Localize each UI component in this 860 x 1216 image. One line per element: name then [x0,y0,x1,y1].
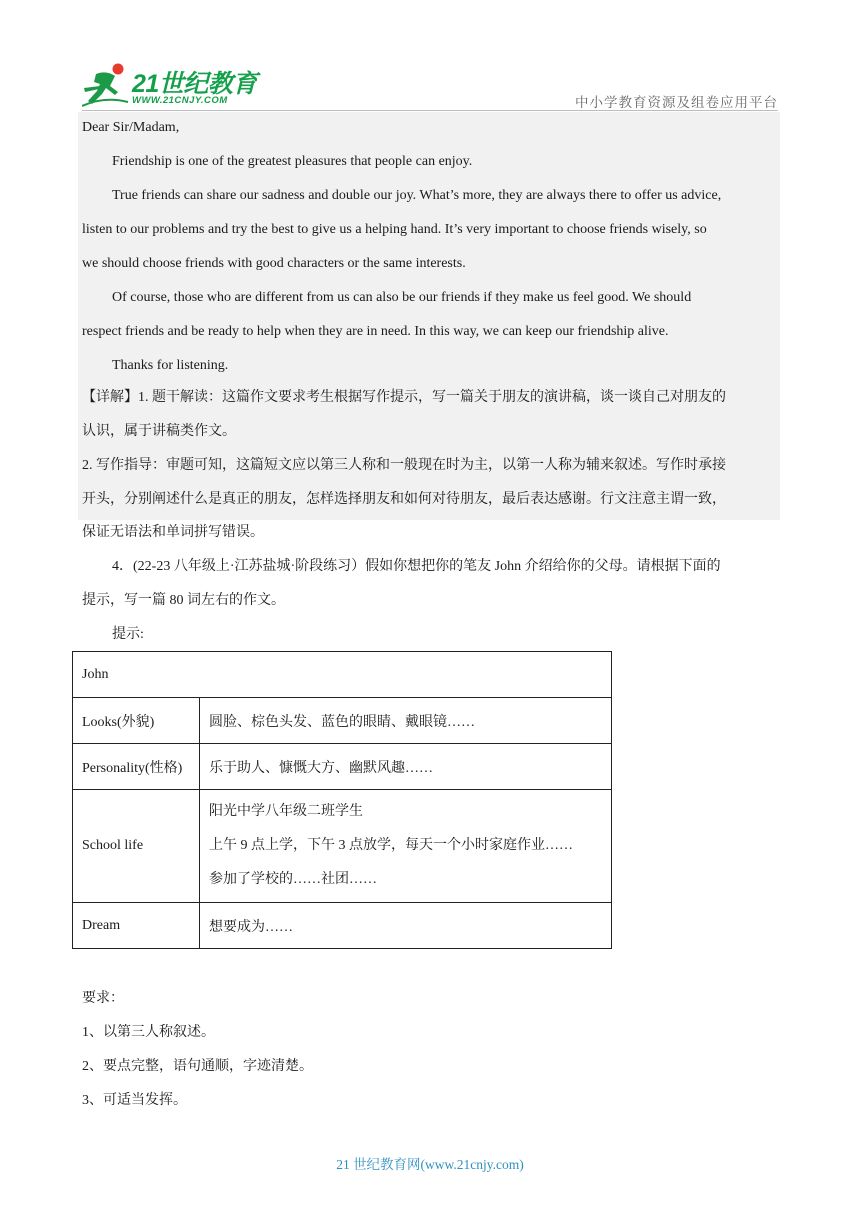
letter-paragraph-3-line-2: respect friends and be ready to help when they are in need. In this way, we can keep our friendship alive. [82,324,669,339]
letter-closing: Thanks for listening. [112,358,229,373]
logo [82,62,262,112]
table-value-cell: 乐于助人、慷慨大方、幽默风趣…… [200,744,612,790]
table-row [73,744,612,790]
info-table [72,651,612,949]
runner-logo-icon [82,62,130,108]
table-row [73,903,612,949]
analysis-line-4: 开头，分别阐述什么是真正的朋友，怎样选择朋友和如何对待朋友，最后表达感谢。行文注意主谓一致， [82,492,726,507]
table-label-cell: Dream [73,903,200,949]
table-value-line: 阳光中学八年级二班学生 [209,804,363,819]
analysis-line-3: 2. 写作指导：审题可知，这篇短文应以第三人称和一般现在时为主，以第一人称为辅来叙述。写作时承接 [82,458,726,473]
letter-paragraph-3-line-1: Of course, those who are different from us can also be our friends if they make us feel good. We should [112,290,692,305]
table-label-cell: Personality(性格) [73,744,200,790]
requirement-2: 2、要点完整，语句通顺，字迹清楚。 [82,1059,313,1074]
logo-url: WWW.21CNJY.COM [132,95,228,106]
table-row [73,698,612,744]
table-value-cell [200,790,612,903]
letter-paragraph-2-line-3: we should choose friends with good characters or the same interests. [82,256,466,271]
table-value-cell: 想要成为…… [200,903,612,949]
analysis-line-2: 认识，属于讲稿类作文。 [82,424,236,439]
hint-label: 提示: [112,627,144,642]
analysis-line-1: 【详解】1. 题干解读：这篇作文要求考生根据写作提示，写一篇关于朋友的演讲稿，谈一谈自己对朋友的 [82,390,726,405]
header-divider [82,110,778,111]
requirement-1: 1、以第三人称叙述。 [82,1025,215,1040]
logo-text: 21世纪教育 [132,70,257,98]
question-4-line-2: 提示，写一篇 80 词左右的作文。 [82,593,285,608]
letter-paragraph-1: Friendship is one of the greatest pleasures that people can enjoy. [112,154,473,169]
table-value-line: 参加了学校的……社团…… [209,872,377,887]
analysis-line-5: 保证无语法和单词拼写错误。 [82,525,264,540]
page-header [0,0,860,112]
table-value-cell: 圆脸、棕色头发、蓝色的眼睛、戴眼镜…… [200,698,612,744]
table-value-line: 上午 9 点上学，下午 3 点放学，每天一个小时家庭作业…… [209,838,573,853]
table-label-cell: School life [73,790,200,903]
requirement-3: 3、可适当发挥。 [82,1093,187,1108]
question-4-line-1: 4．(22-23 八年级上·江苏盐城·阶段练习）假如你想把你的笔友 John 介绍给你的父母。请根据下面的 [112,559,721,574]
header-tagline: 中小学教育资源及组卷应用平台 [575,95,778,110]
letter-paragraph-2-line-2: listen to our problems and try the best to give us a helping hand. It’s very important to choose friends wisely, so [82,222,707,237]
table-row [73,652,612,698]
requirements-title: 要求： [82,991,124,1006]
page-footer[interactable]: 21 世纪教育网(www.21cnjy.com) [336,1157,524,1172]
table-title-cell: John [73,652,612,698]
table-row [73,790,612,903]
table-label-cell: Looks(外貌) [73,698,200,744]
letter-greeting: Dear Sir/Madam, [82,120,180,135]
letter-paragraph-2-line-1: True friends can share our sadness and double our joy. What’s more, they are always there to offer us advice, [112,188,722,203]
